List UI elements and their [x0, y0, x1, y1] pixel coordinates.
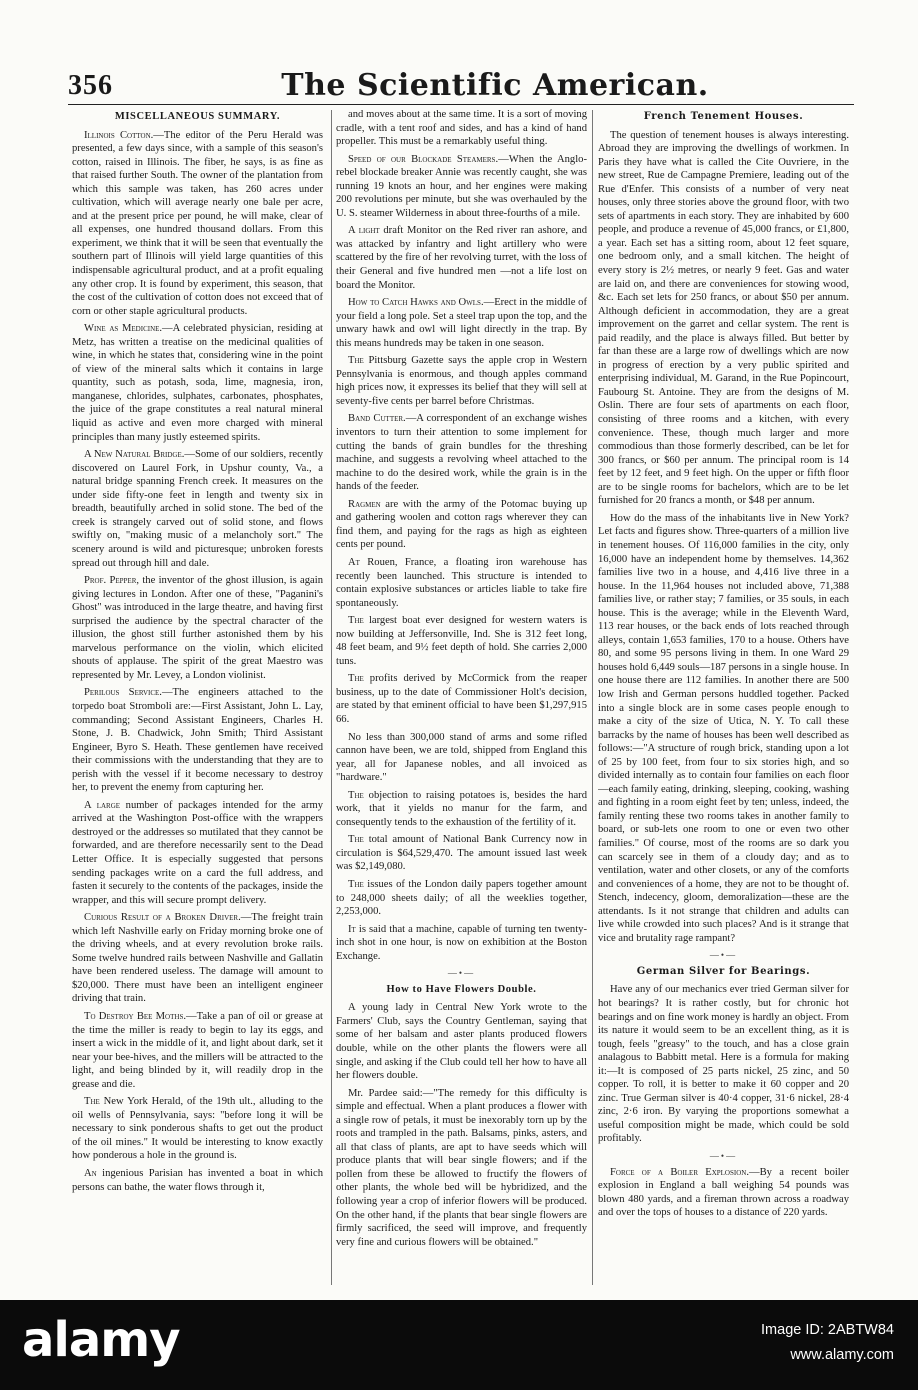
article-paragraph [598, 129, 849, 508]
paragraph-text: —By a recent boiler explosion in England a ball weighing 54 pounds was blown 480 yards, and a fireman thrown across a roadway and over the tops of houses to a distance of 220 yards. [598, 1166, 849, 1219]
article-paragraph [336, 224, 587, 292]
article-paragraph [72, 448, 323, 570]
paragraph-lead: To Destroy Bee Moths. [84, 1011, 186, 1022]
paragraph-text: Pittsburg Gazette says the apple crop in Western Pennsylvania is enormous, and though apples command high prices now, it expresses its belief that they will sell at seventy-five cents per barrel before Christmas. [336, 355, 587, 407]
paragraph-lead: How to Catch Hawks and Owls. [348, 297, 484, 309]
article-paragraph [336, 153, 587, 221]
paragraph-text: —Take a pan of oil or grease at the time the miller is ready to begin to lay its eggs, and insert a wick in the middle of it, and light about dark, set it near your bee-hives, and the millers will be attracted to the light, and being blinded by it, will readily drop in the grease and die. [72, 1011, 323, 1090]
paragraph-lead: Wine as Medicine. [84, 323, 163, 335]
paragraph-text: ingenious Parisian has invented a boat in which persons can bathe, the water flows through it, [72, 1168, 323, 1193]
column-divider [592, 110, 593, 1285]
masthead-title: The Scientific American. [281, 68, 709, 103]
banner-info [761, 1318, 894, 1368]
article-paragraph [336, 556, 587, 610]
section-heading: French Tenement Houses. [643, 111, 804, 122]
article-paragraph [72, 1167, 323, 1194]
paragraph-text: is said that a machine, capable of turning ten twenty-inch shot in one hour, is now on exhibition at the Boston Exchange. [336, 923, 587, 962]
paragraph-lead: Speed of our Blockade Steamers. [348, 153, 499, 165]
site-url: www.alamy.com [790, 1347, 894, 1363]
separator-ornament: —•— [447, 968, 476, 979]
paragraph-text: Have any of our mechanics ever tried German silver for hot bearings? It is rather costly, but for chronic hot bearings and on fine work money is hardly an object. From its nature it would seem to be an excellent thing, as it is tough, feels "greasy" to the touch, and has a close grain analagous to Babbitt metal. Here is a formula for making it:—It is composed of 25 parts nickel, 25 zinc, and 50 copper. To roll, it is better to make it 60 copper and 20 zinc. True German silver is 40·4 copper, 31·6 nickel, 28·4 zinc, 2·6 iron. By varying the proportions somewhat a useful composition might be made, which could be sold profitably. [598, 984, 849, 1145]
separator-ornament: —•— [709, 1151, 738, 1162]
column-3 [598, 108, 849, 1288]
paragraph-lead: The [348, 878, 364, 890]
article-paragraph [598, 1166, 849, 1220]
article-paragraph [336, 296, 587, 350]
paragraph-text: issues of the London daily papers together amount to 248,000 sheets daily; of all the weeklies together, 2,253,000. [336, 878, 587, 918]
paragraph-text: How do the mass of the inhabitants live in New York? Let facts and figures show. Three-quarters of a million live in tenement houses. Of 116,000 families in the city, only 16,000 have an independent home by themselves. 14,362 families live two in a house, and 4,416 live three in a house. In the 11,964 houses not included above, 71,388 families live, or rather stay; 7 families, or 35 souls, in each house. This is the average; while in the Eleventh Ward, 113 rear houses, or the back ends of lots reached through alleys, contain 1,653 families, 170 to a house. Others have 80, and some 95 persons living in them. In one Ward 29 houses hold 6,449 souls—187 persons in a single house. In one house there are 112 families. In another there are 500 low Irish and German persons huddled together. Packed into a single block are in some cases people enough to make a city of the size of Utica, N. Y. To call these barracks by the name of houses has been well described as follows:—"A structure of rough brick, standing upon a lot of 25 by 100 feet, from four to six stories high, and so divided internally as to contain four families on each floor—each family eating, drinking, sleeping, cooking, washing and fighting in a room eight feet by ten; unless, indeed, the family renting these two rooms takes in another family to board, or sub-lets one room to one or even two other families." Of course, most of the rooms are so dark you can scarcely see in them of a cloudy day; and as to ventilation, water and other closets, or any of the comforts and conveniences of a home, they are not to be thought of. Stench, indecency, gloom, demoralization—these are the attendants. Is it not strange that children and adults can live while crowded into such places? And is it strange that vice and brutality rage rampant? [598, 512, 849, 944]
paragraph-text: —The engineers attached to the torpedo boat Stromboli are:—First Assistant, John L. Lay, commanding; Second Assistant Engineers, Charles H. Stone, J. B. Chadwick, John Smith; Third Assistant Engineer, Byro S. Heath. These gentlemen have received their commissions with the understanding that they are to perish with the vessel if it become necessary to destroy her, to prevent the enemy from capturing her. [72, 687, 323, 794]
article-paragraph [72, 1095, 323, 1163]
article-paragraph [336, 672, 587, 726]
column-1 [72, 108, 323, 1288]
paragraph-text: largest boat ever designed for western waters is now building at Jeffersonville, Ind. She is 312 feet long, 48 feet beam, and 9½ feet depth of hold. She carries 2,000 tuns. [336, 615, 587, 667]
article-paragraph [336, 833, 587, 874]
article-paragraph [336, 878, 587, 919]
paragraph-text: —The editor of the Peru Herald was presented, a few days since, with a sample of this season's cotton, raised in Illinois. The fiber, he says, is as fine as that raised further South. The owner of the plantation from which this sample was taken, has 260 acres under cultivation, which will average nearly one bale per acre, and at the present price per pound, he will make, clear of all expenses, one hundred thousand dollars. From this experiment, we think that it will be seen that eventually the southern part of Illinois will yield large quantities of this indispensable agricultural product, and at a profit equaling any other crop. It is found by experiment, this season, that the cost of the cultivation of cotton does not exceed that of corn or other staple agricultural products. [72, 129, 323, 317]
separator-ornament: —•— [709, 950, 738, 961]
paragraph-lead: The [348, 355, 364, 367]
paragraph-text: number of packages intended for the army arrived at the Washington Post-office with the wrappers destroyed or the addresses so mutilated that they cannot be forwarded, and are therefore necessarily sent to the Dead Letter Office. It is especially suggested that persons sending packages write on a card the full address, and fasten it securely to the contents of the packages, inside the wrapper, and this will secure prompt delivery. [72, 799, 323, 906]
paragraph-lead: Band Cutter. [348, 413, 406, 425]
watermark-banner [0, 1300, 918, 1390]
paragraph-text: —A correspondent of an exchange wishes inventors to turn their attention to some implement for cutting the bands of grain bundles for the threshing machine, and suggests a revolving wheel attached to the machine to do the desired work, while the grain is in the hands of the feeder. [336, 413, 587, 493]
paragraph-text: total amount of National Bank Currency now in circulation is $64,529,470. The amount issued last week was $2,149,080. [336, 834, 587, 873]
paragraph-text: Rouen, France, a floating iron warehouse has recently been launched. This structure is intended to contain explosive substances or articles liable to take fire spontaneously. [336, 556, 587, 609]
paragraph-lead: A large [84, 799, 121, 811]
paragraph-lead: The [348, 834, 364, 846]
article-paragraph [336, 923, 587, 964]
paragraph-lead: The [348, 615, 364, 627]
paragraph-lead: The [348, 673, 364, 685]
paragraph-lead: Force of a Boiler Explosion. [610, 1166, 749, 1178]
article-paragraph [336, 1087, 587, 1250]
article-paragraph [72, 911, 323, 1006]
paragraph-text: —When the Anglo-rebel blockade breaker Annie was recently caught, she was running 19 knots an hour, and her engines were making 200 revolutions per minute, but she was overhauled by the U. S. steamer Wilderness in about three-fourths of a mile. [336, 153, 587, 219]
paragraph-lead: Perilous Service. [84, 687, 162, 699]
paragraph-lead: At [348, 556, 360, 568]
section-heading: German Silver for Bearings. [636, 965, 811, 977]
paragraph-lead: Illinois Cotton. [84, 129, 154, 141]
article-paragraph [72, 129, 323, 319]
paragraph-lead: A New Natural Bridge. [84, 449, 185, 461]
paragraph-lead: The [348, 789, 364, 801]
header-rule [68, 104, 854, 105]
article-paragraph [336, 614, 587, 668]
paragraph-text: profits derived by McCormick from the reaper business, up to the date of Commissioner Holt's decision, are stated by that eminent official to have been $1,297,915 66. [336, 673, 587, 725]
article-paragraph [336, 498, 587, 552]
column-divider [331, 110, 332, 1285]
article-paragraph [336, 354, 587, 408]
paragraph-text: are with the army of the Potomac buying up and gathering woolen and cotton rags wherever they can find them, and paying for the rags as high as eighteen cents per pound. [336, 498, 587, 551]
paragraph-text: and moves about at the same time. It is a sort of moving cradle, with a tent roof and sides, and has a kind of hand propeller. This must be a remarkably useful thing. [336, 109, 587, 148]
article-paragraph [72, 1010, 323, 1091]
paragraph-lead: A light [348, 225, 380, 237]
paragraph-text: Mr. Pardee said:—"The remedy for this difficulty is simple and effectual. When a plant produces a flower with a single row of petals, it must be inexorably torn up by the roots and trampled in the path. Balsams, pinks, asters, and all that class of plants, are apt to have seeds which will produce plants that will bear single flowers; and if the pollen from these be allowed to fructify the flowers of other plants, the whole bed will be hybridized, and the following year a crop of inferior flowers will be produced. On the other hand, if the plants that bear single flowers are firmly sacrificed, the seed will improve, and frequently very fine and curious flowers will be obtained." [336, 1087, 587, 1248]
column-2 [336, 108, 587, 1288]
paragraph-lead: Curious Result of a Broken Driver. [84, 912, 241, 924]
section-heading: MISCELLANEOUS SUMMARY. [114, 111, 281, 122]
paragraph-lead: It [348, 923, 356, 935]
alamy-logo: alamy [22, 1312, 180, 1368]
paragraph-lead: Prof. Pepper, [84, 575, 140, 587]
paragraph-text: New York Herald, of the 19th ult., alluding to the oil wells of Pennsylvania, says: "before long it will be necessary to sink ponderous shafts to get out the product of the oil mines." It would be interesting to know exactly how ponderous a hole in the ground is. [72, 1096, 323, 1162]
article-paragraph [336, 412, 587, 493]
paragraph-text: The question of tenement houses is always interesting. Abroad they are improving the dwellings of workmen. In Paris they have what is called the Cite Ouvriere, in the new street, Rue de Campagne Premiere, leading out of the Rue d'Enfer. This consists of a number of very neat houses, only three stories above the ground floor, with two sets of apartments in each story. They are inhabited by 600 people, and produce a revenue of 45,000 francs, or £1,800, a year. Each set has a sitting room, about 12 feet square, one bedroom only, and a small kitchen. The height of every story is 2½ metres, or nearly 9 feet. Gas and water are laid on, and there are conveniences for stowing wood, &c. Each set lets for 250 francs, or about $50 per annum. Although deficient in accommodation, they are a great improvement on the garret and cellar system. The rent is paid readily, and the place is always filled. But better by far than these are a large row of dwellings which are now in progress of erection by a very public spirited and enterprising individual, M. Garand, in the Rue Popincourt, Faubourg St. Antoine. They are from the designs of M. Oslin. There are four sets of apartments on each floor, consisting of three rooms and a kitchen, with every convenience. These, though much larger and more commodious than those formerly described, can be let for 300 francs, or $60 per annum. The principal room is 14 feet by 12 feet, and 9 feet high. On the upper or fifth floor are to be single rooms for bachelors, which are to be let furnished for 20 francs a month, or $48 per annum. [598, 129, 849, 507]
paragraph-text: the inventor of the ghost illusion, is again giving lectures in London. After one of these, "Paganini's Ghost" was introduced in the large theatre, and having first surprised the audience by the spectral character of the illusion, the ghost still further astonished them by his marvelous performance on the violin, which elicited shouts of applause. The spirit of the great Maestro was represented by Mr. Levey, a London violinist. [72, 575, 323, 681]
paragraph-lead: The [84, 1096, 100, 1108]
article-paragraph [598, 983, 849, 1146]
paragraph-text: —The freight train which left Nashville early on Friday morning broke one of the driving wheels, and at every revolution broke rails. Some twelve hundred rails between Nashville and Gallatin have been rendered useless. The damage will amount to $20,000. There must have been an intelligent engineer driving that train. [72, 912, 323, 1005]
article-paragraph [336, 108, 587, 149]
article-paragraph [336, 1001, 587, 1082]
article-paragraph [72, 574, 323, 682]
image-id: Image ID: 2ABTW84 [761, 1322, 894, 1338]
paragraph-text: objection to raising potatoes is, besides the hard work, that it yields no manur for the farm, and consequently tends to the exhaustion of the fertility of it. [336, 789, 587, 828]
paragraph-text: —Some of our soldiers, recently discovered on Laurel Fork, in Upshur county, Va., a natural bridge spanning French creek. It measures on the under side fifty-one feet in length and twenty six in breadth, beautifully arched in solid stone. The bed of the creek is strangely carved out of solid stone, and flows swiftly on, "making music of a melancholy sort." The scenery around is wild and picturesque; unbroken forests spread out through hill and dale. [72, 449, 323, 569]
article-paragraph [336, 789, 587, 830]
paragraph-text: A young lady in Central New York wrote to the Farmers' Club, says the Country Gentleman, saying that some of her balsam and aster plants produced flowers double, while on the other plants the flowers were all single, and asking if the Club could tell her how to have all her flowers double. [336, 1002, 587, 1082]
article-paragraph [72, 322, 323, 444]
paragraph-lead: Ragmen [348, 498, 381, 510]
paragraph-text: draft Monitor on the Red river ran ashore, and was attacked by infantry and light artillery who were scattered by the fire of her revolving turret, with the loss of their General and five hundred men —not a life lost on board the Monitor. [336, 225, 587, 291]
paragraph-text: —Erect in the middle of your field a long pole. Set a steel trap upon the top, and the unwary hawk and owl will light directly in the trap. By this means hundreds may be taken in one season. [336, 297, 587, 349]
section-heading: How to Have Flowers Double. [386, 983, 537, 995]
paragraph-text: —A celebrated physician, residing at Metz, has written a treatise on the medicinal qualities of wine, in which he states that, considering wine in the point of view of the mineral salts which it contains in large quantity, such as potash, soda, lime, magnesia, iron, manganese, chlorides, sulphates, carbonates, phosphates, the juice of the grape constitutes a real natural mineral liquid as active and even more charged with mineral principles than many justly esteemed spirits. [72, 323, 323, 443]
paragraph-text: No less than 300,000 stand of arms and some rifled cannon have been, we are told, shipped from England this year, all for Japanese nobles, and all invoiced as "hardware." [336, 731, 587, 784]
page-number: 356 [68, 70, 113, 101]
article-paragraph [598, 512, 849, 946]
article-paragraph [336, 731, 587, 785]
paragraph-lead: An [84, 1168, 97, 1180]
article-paragraph [72, 686, 323, 794]
article-paragraph [72, 799, 323, 907]
